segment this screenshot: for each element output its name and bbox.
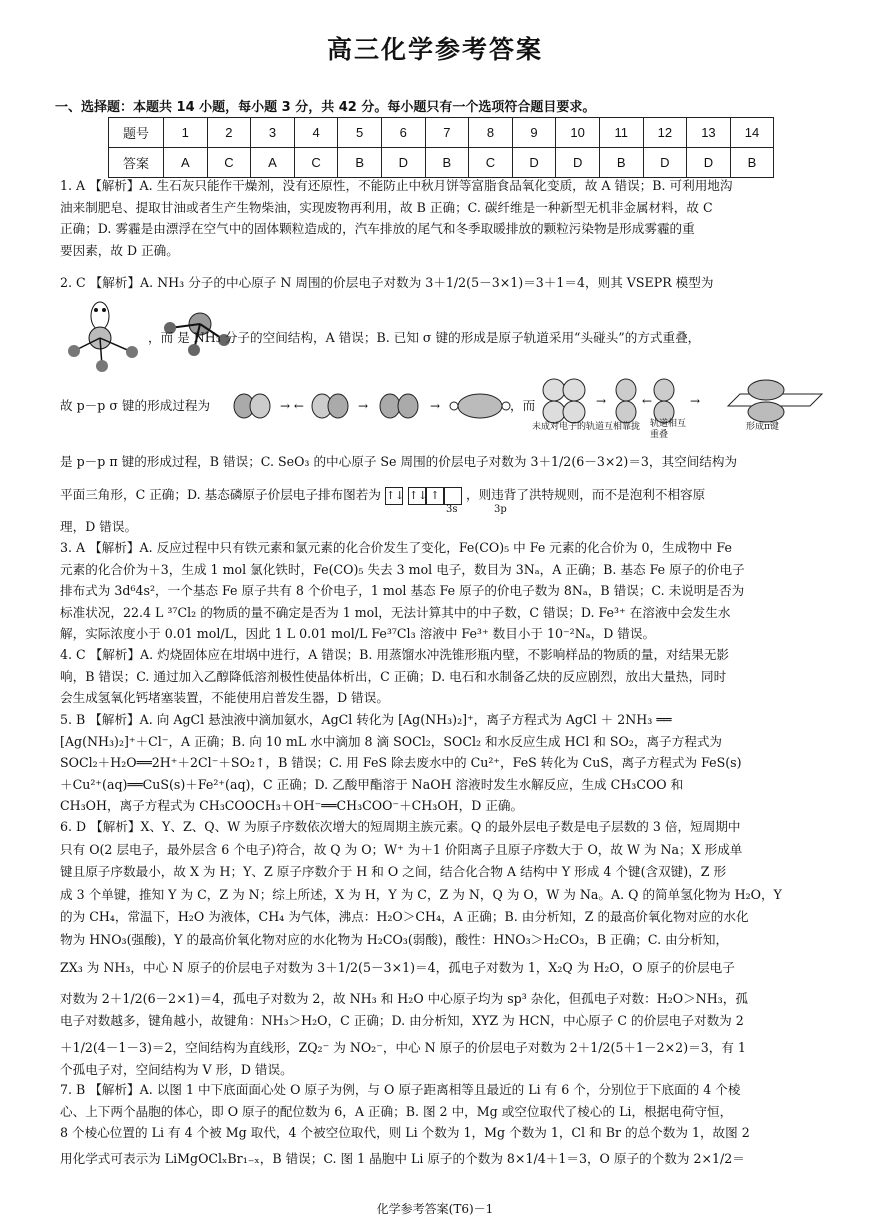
- text-line: [Ag(NH₃)₂]⁺＋Cl⁻，A 正确；B. 向 10 mL 水中滴加 8 滴 SOCl₂，SOCl₂ 和水反应生成 HCl 和 SO₂，离子方程式为: [60, 733, 723, 749]
- question-number-cell: 5: [338, 118, 382, 148]
- answer-table: [108, 117, 774, 178]
- question-6-explanation: [60, 816, 832, 1082]
- orbital-3p-2: ↑: [426, 487, 444, 505]
- question-number-cell: 12: [643, 118, 687, 148]
- answer-cell: C: [469, 148, 513, 178]
- question-2-line-2: [60, 327, 832, 349]
- text-line: SOCl₂＋H₂O══2H⁺＋2Cl⁻＋SO₂↑，B 错误；C. 用 FeS 除去废水中的 Cu²⁺，FeS 转化为 CuS，离子方程式为 FeS(s): [60, 755, 742, 770]
- table-row-answers: [109, 148, 774, 178]
- text-fragment: ，而 是 NH₃ 分子的空间结构，A 错误；B. 已知 σ 键的形成是原子轨道采用“头碰头”的方式重叠，: [148, 330, 701, 345]
- page-title: 高三化学参考答案: [326, 35, 543, 64]
- question-1-explanation: [60, 175, 832, 261]
- orbital-3s: ↑↓: [385, 487, 403, 505]
- text-line: 排布式为 3d⁶4s²，一个基态 Fe 原子共有 8 个价电子，1 mol 基态 Fe 原子的价电子数为 8Nₐ，B 错误；C. 未说明是否为: [60, 583, 745, 598]
- text-line: 6. D 【解析】X、Y、Z、Q、W 为原子序数依次增大的短周期主族元素。Q 的最外层电子数是电子层数的 3 倍，短周期中: [60, 819, 741, 834]
- answer-cell: B: [599, 148, 643, 178]
- question-number-cell: 14: [730, 118, 774, 148]
- answer-cell: D: [512, 148, 556, 178]
- answer-cell: D: [556, 148, 600, 178]
- text-line: ZX₃ 为 NH₃，中心 N 原子的价层电子对数为 3＋1/2(5－3×1)＝4，孤电子对数为 1，X₂Q 为 H₂O，O 原子的价层电子: [60, 960, 735, 975]
- answer-cell: A: [164, 148, 208, 178]
- text-line: ＋1/2(4－1－3)＝2，空间结构为直线形，ZQ₂⁻ 为 NO₂⁻，中心 N 原子的价层电子对数为 2＋1/2(5＋1－2×2)＝3，有 1: [60, 1039, 746, 1055]
- question-number-cell: 13: [687, 118, 731, 148]
- text-line: 物为 HNO₃(强酸)，Y 的最高价氧化物对应的水化物为 H₂CO₃(弱酸)，酸性：HNO₃＞H₂CO₃，B 正确；C. 由分析知，: [60, 931, 729, 947]
- orbital-3p-3: [444, 487, 462, 505]
- text-line: 5. B 【解析】A. 向 AgCl 悬浊液中滴加氨水，AgCl 转化为 [Ag(NH₃)₂]⁺，离子方程式为 AgCl ＋ 2NH₃ ══: [60, 712, 672, 727]
- svg-text:→: →: [596, 394, 607, 408]
- text-line: 的为 CH₄，常温下，H₂O 为液体，CH₄ 为气体，沸点：H₂O＞CH₄，A 正确；B. 由分析知，Z 的最高价氧化物对应的水化: [60, 909, 749, 924]
- pi-label-overlap: 轨道相互重叠: [650, 419, 687, 440]
- question-number-cell: 6: [381, 118, 425, 148]
- table-row-numbers: [109, 118, 774, 148]
- text-fragment: ，则违背了洪特规则，而不是泡利不相容原: [465, 487, 706, 502]
- text-line: 个孤电子对，空间结构为 V 形，D 错误。: [60, 1062, 293, 1077]
- text-line: 7. B 【解析】A. 以图 1 中下底面面心处 O 原子为例，与 O 原子距离相等且最近的 Li 有 6 个，分别位于下底面的 4 个棱: [60, 1082, 741, 1097]
- question-number-cell: 3: [251, 118, 295, 148]
- text-line: 只有 O(2 层电子，最外层含 6 个电子)符合，故 Q 为 O；W⁺ 为＋1 价阳离子且原子序数大于 O，故 W 为 Na；X 形成单: [60, 841, 743, 857]
- answer-cell: D: [381, 148, 425, 178]
- text-line: CH₃OH，离子方程式为 CH₃COOCH₃＋OH⁻══CH₃COO⁻＋CH₃OH，D 正确。: [60, 798, 524, 813]
- text-line: 键且原子序数最小，故 X 为 H；Y、Z 原子序数介于 H 和 O 之间，结合化合物 A 结构中 Y 形成 4 个键(含双键)，Z 形: [60, 864, 727, 879]
- question-2-line-4: 是 p－p π 键的形成过程，B 错误；C. SeO₃ 的中心原子 Se 周围的价层电子对数为 3＋1/2(6－3×2)＝3，其空间结构为: [60, 454, 738, 469]
- answer-cell: B: [730, 148, 774, 178]
- orbital-label-3s: 3s: [446, 504, 458, 515]
- answer-cell: B: [338, 148, 382, 178]
- question-number-cell: 9: [512, 118, 556, 148]
- answer-cell: C: [294, 148, 338, 178]
- question-number-cell: 11: [599, 118, 643, 148]
- question-number-cell: 4: [294, 118, 338, 148]
- table-header-cell: 答案: [109, 148, 164, 178]
- text-line: 心、上下两个晶胞的体心，即 O 原子的配位数为 6，A 正确；B. 图 2 中，Mg 或空位取代了棱心的 Li，根据电荷守恒，: [60, 1103, 733, 1119]
- text-line: 成 3 个单键，推知 Y 为 C，Z 为 N；综上所述，X 为 H，Y 为 C，Z 为 N，Q 为 O，W 为 Na。A. Q 的简单氢化物为 H₂O，Y: [60, 886, 782, 902]
- text-line: 标准状况，22.4 L ³⁷Cl₂ 的物质的量不确定是否为 1 mol，无法计算其中的中子数，C 错误；D. Fe³⁺ 在溶液中会发生水: [60, 604, 731, 620]
- text-line: 要因素，故 D 正确。: [60, 242, 179, 258]
- text-line: 元素的化合价为＋3，生成 1 mol 氯化铁时，Fe(CO)₅ 失去 3 mol 电子，数目为 3Nₐ，A 正确；B. 基态 Fe 原子的价电子: [60, 561, 745, 577]
- text-line: 4. C 【解析】A. 灼烧固体应在坩埚中进行，A 错误；B. 用蒸馏水冲洗锥形瓶内壁，不影响样品的物质的量，对结果无影: [60, 647, 730, 662]
- orbital-3p-1: ↑↓: [408, 487, 426, 505]
- svg-text:→: →: [690, 394, 701, 408]
- question-number-cell: 7: [425, 118, 469, 148]
- question-2-line-5: [60, 484, 832, 506]
- text-line: 用化学式可表示为 LiMgOClₓBr₁₋ₓ，B 错误；C. 图 1 晶胞中 Li 原子的个数为 8×1/4＋1＝3，O 原子的个数为 2×1/2＝: [60, 1150, 745, 1166]
- question-2-line-3b: ，而: [510, 398, 536, 413]
- svg-text:→: →: [430, 399, 441, 413]
- question-5-explanation: [60, 709, 832, 817]
- question-number-cell: 8: [469, 118, 513, 148]
- section-heading: 一、选择题：本题共 14 小题，每小题 3 分，共 42 分。每小题只有一个选项符合题目要求。: [55, 100, 596, 115]
- text-line: 油来制肥皂、提取甘油或者生产生物柴油，实现废物再利用，故 B 正确；C. 碳纤维是一种新型无机非金属材料，故 C: [60, 199, 713, 215]
- text-line: 响，B 错误；C. 通过加入乙醇降低溶剂极性使晶体析出，C 正确；D. 电石和水制备乙炔的反应剧烈，放出大量热，同时: [60, 668, 727, 684]
- answer-cell: B: [425, 148, 469, 178]
- answer-cell: D: [687, 148, 731, 178]
- text-line: 会生成氢氧化钙堵塞装置，不能使用启普发生器，D 错误。: [60, 690, 389, 705]
- text-fragment: 故 p－p σ 键的形成过程为: [60, 398, 211, 413]
- text-line: 对数为 2＋1/2(6－2×1)＝4，孤电子对数为 2，故 NH₃ 和 H₂O 中心原子均为 sp³ 杂化，但孤电子对数：H₂O＞NH₃，孤: [60, 990, 748, 1006]
- text-line: 8 个棱心位置的 Li 有 4 个被 Mg 取代，4 个被空位取代，则 Li 个数为 1，Mg 个数为 1，Cl 和 Br 的总个数为 1，故图 2: [60, 1125, 750, 1140]
- orbital-label-3p: 3p: [494, 504, 507, 515]
- table-header-cell: 题号: [109, 118, 164, 148]
- text-line: 正确；D. 雾霾是由漂浮在空气中的固体颗粒造成的，汽车排放的尾气和冬季取暖排放的颗粒污染物是形成雾霾的重: [60, 221, 695, 236]
- text-line: 3. A 【解析】A. 反应过程中只有铁元素和氯元素的化合价发生了变化，Fe(CO)₅ 中 Fe 元素的化合价为 0，生成物中 Fe: [60, 540, 732, 555]
- text-line: 1. A 【解析】A. 生石灰只能作干燥剂，没有还原性，不能防止中秋月饼等富脂食品氧化变质，故 A 错误；B. 可利用地沟: [60, 178, 733, 193]
- question-3-explanation: [60, 537, 832, 645]
- question-2-line-6: 理，D 错误。: [60, 519, 138, 534]
- pi-label-form: 形成π键: [746, 422, 779, 432]
- answer-cell: D: [643, 148, 687, 178]
- svg-text:←: ←: [642, 394, 653, 408]
- question-number-cell: 1: [164, 118, 208, 148]
- question-7-explanation: [60, 1079, 832, 1169]
- answer-cell: C: [207, 148, 251, 178]
- sigma-bond-formation-diagram: [230, 390, 540, 424]
- answer-cell: A: [251, 148, 295, 178]
- question-4-explanation: [60, 644, 832, 709]
- question-number-cell: 2: [207, 118, 251, 148]
- question-number-cell: 10: [556, 118, 600, 148]
- svg-text:→: →: [358, 399, 369, 413]
- text-line: 电子对数越多，键角越小，故键角：NH₃＞H₂O，C 正确；D. 由分析知，XYZ 为 HCN，中心原子 C 的价层电子对数为 2: [60, 1013, 744, 1028]
- text-line: 解，实际浓度小于 0.01 mol/L，因此 1 L 0.01 mol/L Fe³⁷Cl₃ 溶液中 Fe³⁺ 数目小于 10⁻²Nₐ，D 错误。: [60, 626, 656, 641]
- text-line: ＋Cu²⁺(aq)══CuS(s)＋Fe²⁺(aq)，C 正确；D. 乙酸甲酯溶于 NaOH 溶液时发生水解反应，生成 CH₃COO 和: [60, 776, 684, 792]
- text-fragment: 平面三角形，C 正确；D. 基态磷原子价层电子排布图若为: [60, 487, 381, 502]
- question-2-line-1: 2. C 【解析】A. NH₃ 分子的中心原子 N 周围的价层电子对数为 3＋1/2(5－3×1)＝3＋1＝4，则其 VSEPR 模型为: [60, 275, 714, 290]
- pi-label-approach: 未成对电子的轨道互相靠拢: [532, 422, 641, 432]
- page-footer: 化学参考答案(T6)－1: [376, 1202, 494, 1216]
- svg-text:→ ←: → ←: [280, 399, 304, 413]
